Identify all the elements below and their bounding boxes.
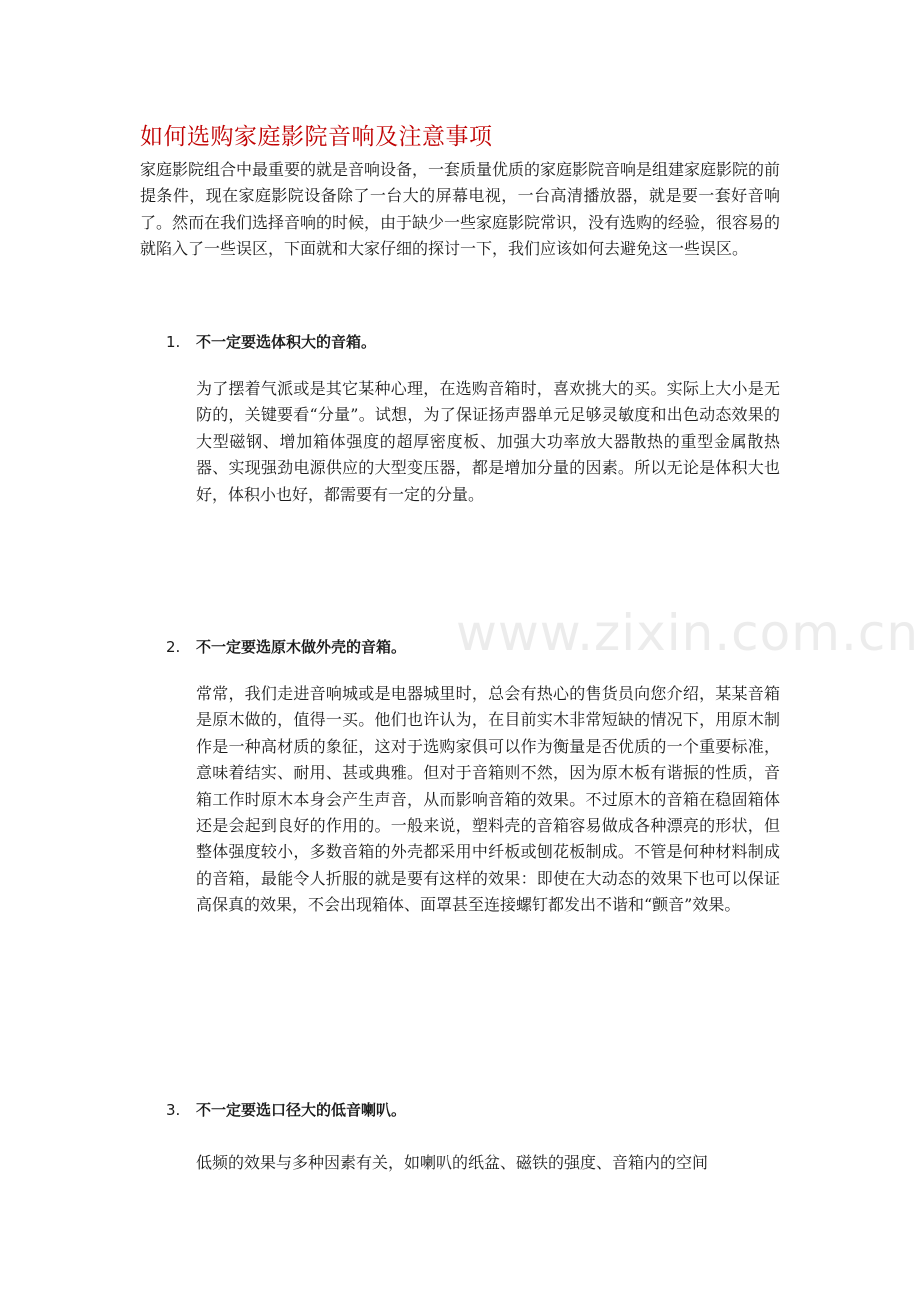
watermark: www.zixin.com.cn	[456, 604, 920, 662]
section-1-number: 1.	[166, 333, 181, 351]
section-1-heading-text: 不一定要选体积大的音箱。	[196, 333, 377, 351]
section-2-heading	[166, 636, 406, 657]
section-2-body: 常常，我们走进音响城或是电器城里时，总会有热心的售货员向您介绍，某某音箱是原木做的，值得一买。他们也许认为，在目前实木非常短缺的情况下，用原木制作是一种高材质的象征，这对于选购家俱可以作为衡量是否优质的一个重要标准，意味着结实、耐用、甚或典雅。但对于音箱则不然，因为原木板有谐振的性质，音箱工作时原木本身会产生声音，从而影响音箱的效果。不过原木的音箱在稳固箱体还是会起到良好的作用的。一般来说，塑料壳的音箱容易做成各种漂亮的形状，但整体强度较小，多数音箱的外壳都采用中纤板或刨花板制成。不管是何种材料制成的音箱，最能令人折服的就是要有这样的效果：即使在大动态的效果下也可以保证高保真的效果，不会出现箱体、面罩甚至连接螺钉都发出不谐和“颤音”效果。	[196, 684, 780, 915]
section-2-number: 2.	[166, 638, 181, 656]
section-1-body: 为了摆着气派或是其它某种心理，在选购音箱时，喜欢挑大的买。实际上大小是无防的，关键要看“分量”。试想，为了保证扬声器单元足够灵敏度和出色动态效果的大型磁钢、增加箱体强度的超厚密度板、加强大功率放大器散热的重型金属散热器、实现强劲电源供应的大型变压器，都是增加分量的因素。所以无论是体积大也好，体积小也好，都需要有一定的分量。	[196, 379, 780, 504]
section-3-number: 3.	[166, 1101, 181, 1119]
intro-paragraph: 家庭影院组合中最重要的就是音响设备，一套质量优质的家庭影院音响是组建家庭影院的前提条件，现在家庭影院设备除了一台大的屏幕电视，一台高清播放器，就是要一套好音响了。然而在我们选择音响的时候，由于缺少一些家庭影院常识，没有选购的经验，很容易的就陷入了一些误区，下面就和大家仔细的探讨一下，我们应该如何去避免这一些误区。	[140, 160, 781, 259]
section-1-heading	[166, 331, 376, 352]
section-3-heading-text: 不一定要选口径大的低音喇叭。	[196, 1101, 407, 1119]
section-3-body: 低频的效果与多种因素有关，如喇叭的纸盆、磁铁的强度、音箱内的空间	[196, 1153, 709, 1172]
section-3-heading	[166, 1099, 406, 1120]
section-2-heading-text: 不一定要选原木做外壳的音箱。	[196, 638, 407, 656]
document-title: 如何选购家庭影院音响及注意事项	[140, 124, 493, 150]
